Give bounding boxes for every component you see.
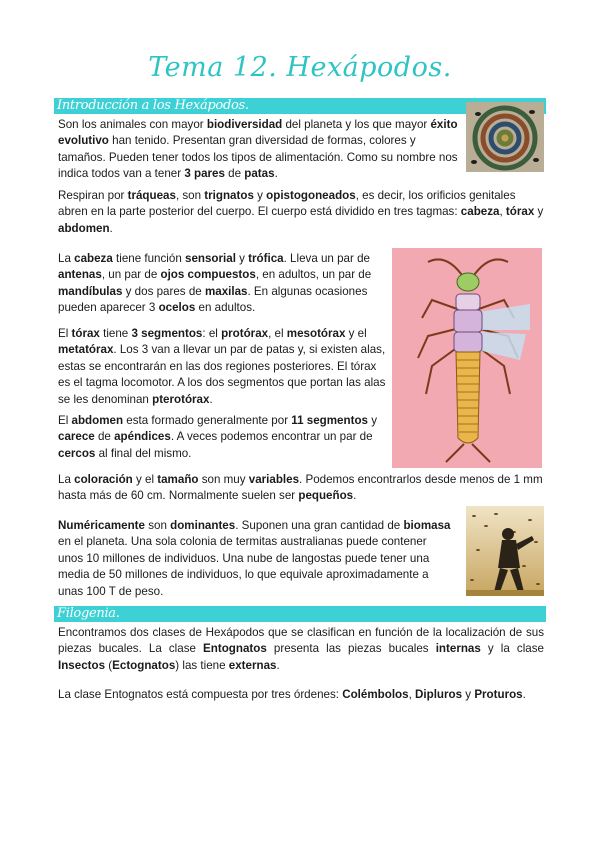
paragraph-coloration: La coloración y el tamaño son muy variables. Podemos encontrarlos desde menos de 1 mm hasta más de 60 cm. Normalmente suelen ser pequeños. xyxy=(58,473,543,503)
hexapod-anatomy-diagram xyxy=(392,248,542,468)
paragraph-head: La cabeza tiene función sensorial y trófica. Lleva un par de antenas, un par de ojos compuestos, en adultos, un par de mandíbulas y dos pares de maxilas. En algunas ocasiones pueden aparecer 3 ocelos en adultos. xyxy=(58,252,372,315)
paragraph-classes: Encontramos dos clases de Hexápodos que se clasifican en función de la localización de sus piezas bucales. La clase Entognatos presenta las piezas bucales internas y la clase Insectos (Ectognatos) las tiene externas. xyxy=(58,626,544,672)
locust-swarm-image xyxy=(466,506,544,596)
paragraph-abdomen: El abdomen esta formado generalmente por 11 segmentos y carece de apéndices. A veces podemos encontrar un par de cercos al final del mismo. xyxy=(58,414,378,460)
section-title-filogenia: Filogenia. xyxy=(57,606,120,621)
paragraph-thorax: El tórax tiene 3 segmentos: el protórax, el mesotórax y el metatórax. Los 3 van a llevar un par de patas y, si existen alas, estas se encontrarán en las dos regiones posteriores. El tórax es el tagma locomotor. A los dos segmentos que portan las alas se les denominan pterotórax. xyxy=(58,327,386,406)
paragraph-respiration: Respiran por tráqueas, son trignatos y opistogoneados, es decir, los orificios genitales abren en la parte posterior del cuerpo. El cuerpo está dividido en tres tagmas: cabeza, tórax y abdomen. xyxy=(58,189,544,235)
page-title: Tema 12. Hexápodos. xyxy=(148,52,452,83)
section-header-filogenia xyxy=(54,606,546,622)
section-title-intro: Introducción a los Hexápodos. xyxy=(57,98,249,113)
paragraph-orders: La clase Entognatos está compuesta por tres órdenes: Colémbolos, Dipluros y Proturos. xyxy=(58,688,526,701)
paragraph-intro: Son los animales con mayor biodiversidad del planeta y los que mayor éxito evolutivo han tenido. Presentan gran diversidad de formas, colores y tamaños. Pueden tener todos los tipos de alimentación. Como su nombre nos indica todos van a tener 3 pares de patas. xyxy=(58,118,458,181)
insect-collection-image xyxy=(466,102,544,172)
paragraph-numbers: Numéricamente son dominantes. Suponen una gran cantidad de biomasa en el planeta. Una sola colonia de termitas australianas puede contener unos 10 millones de individuos. Una nube de langostas puede tener una media de 50 millones de individuos, lo que equivale aproximadamente a unas 100 T de peso. xyxy=(58,519,451,598)
